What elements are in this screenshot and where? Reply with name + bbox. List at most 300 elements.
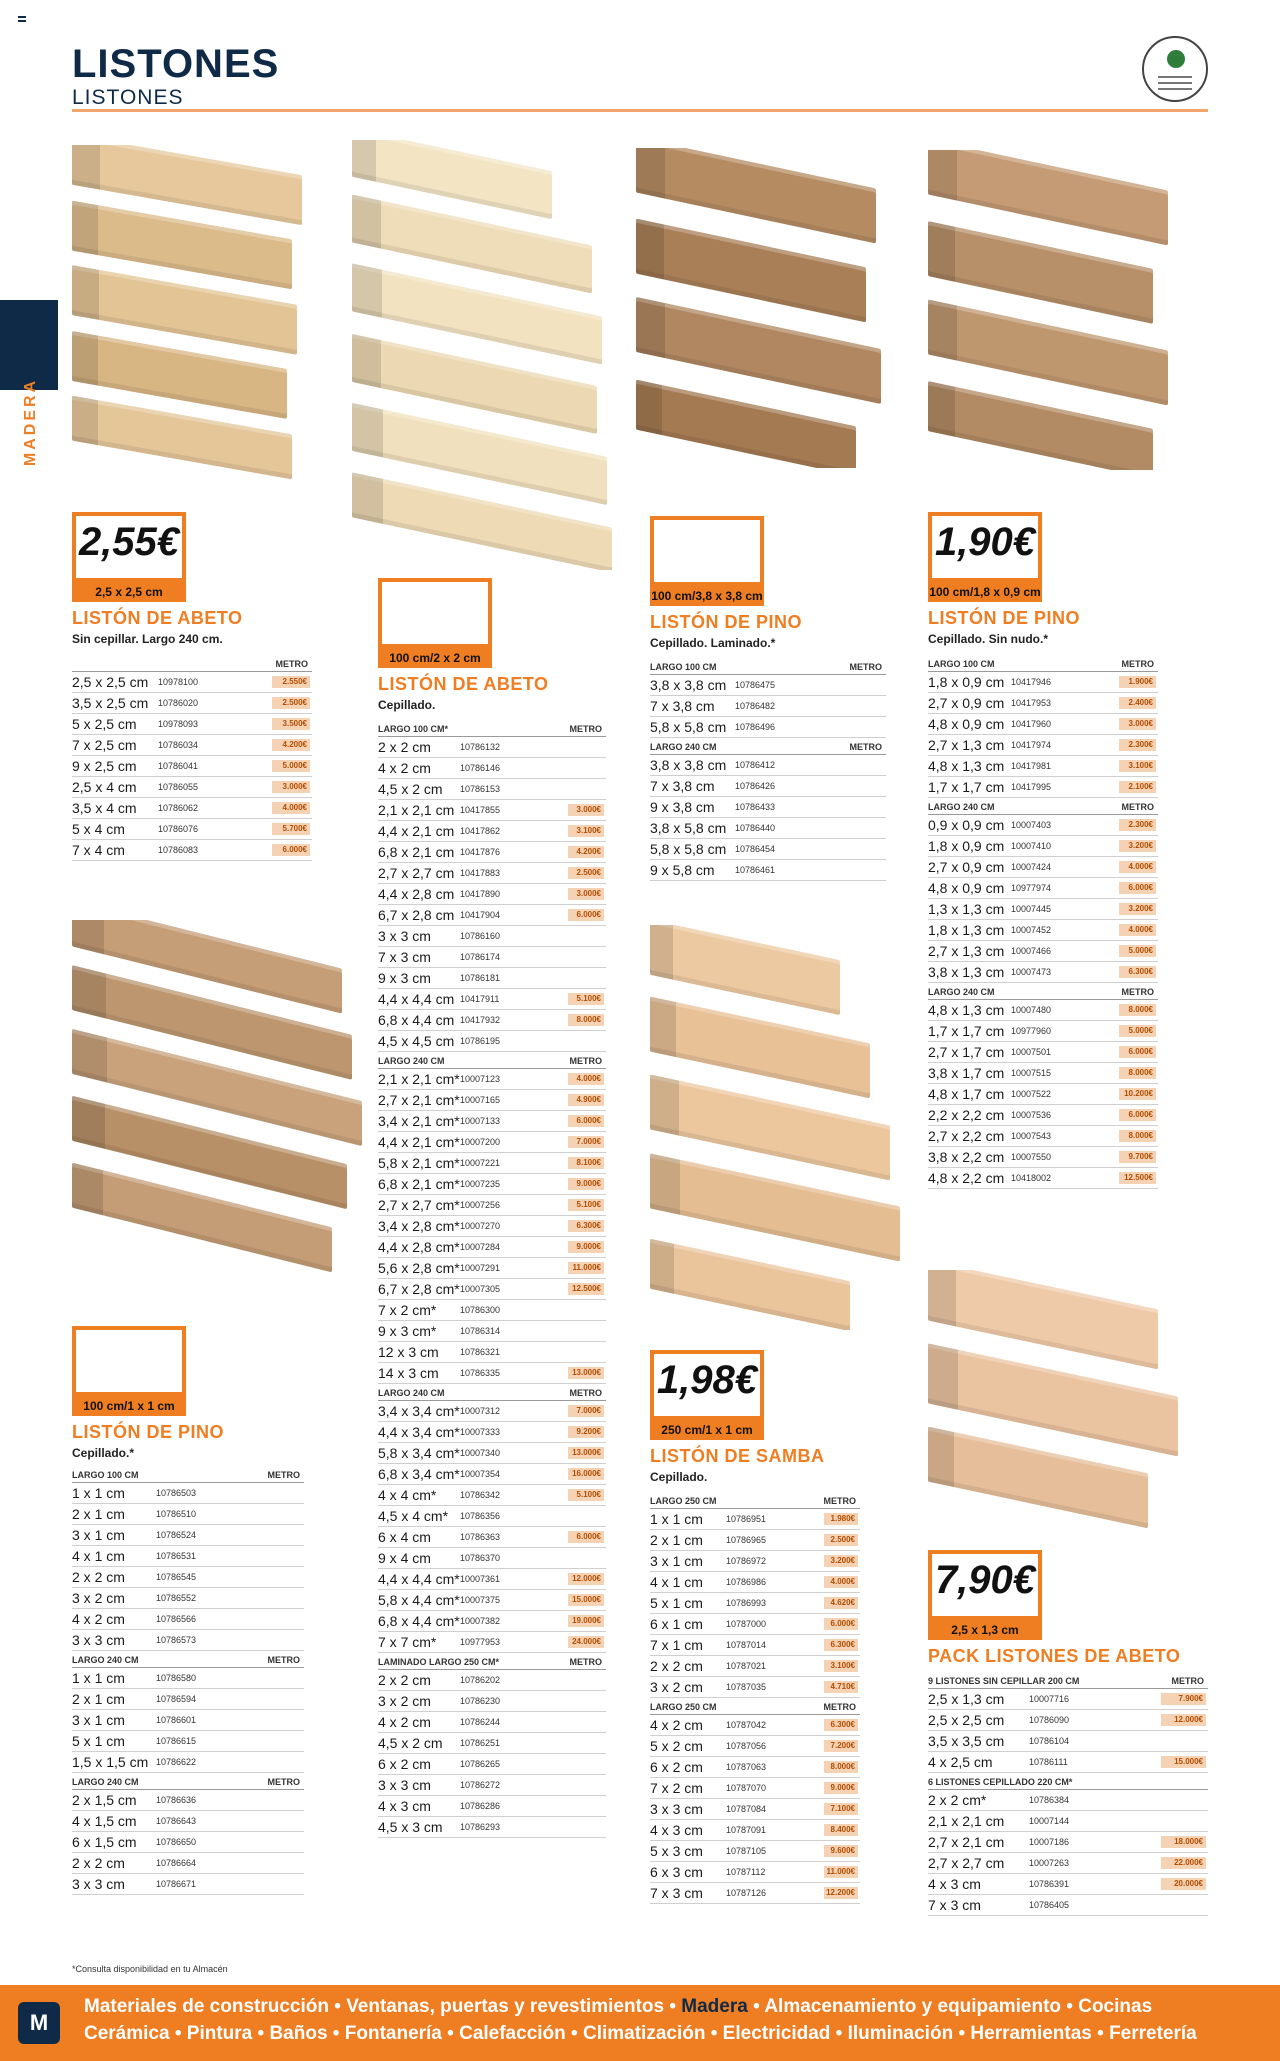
reference-code: 10787105 (726, 1846, 767, 1856)
measure: 3 x 3 cm (378, 1777, 431, 1793)
measure: 7 x 4 cm (72, 842, 125, 858)
table-row (72, 1689, 304, 1710)
section-label: 6 LISTONES CEPILLADO 220 CM* (928, 1777, 1073, 1787)
measure: 3 x 2 cm (72, 1590, 125, 1606)
table-row (650, 1883, 860, 1904)
product-image-pino-sin-nudo (928, 150, 1188, 470)
reference-code: 10786594 (156, 1694, 197, 1704)
reference-code: 10787070 (726, 1783, 767, 1793)
price-cell: 10.200€ (1119, 1088, 1156, 1100)
table-row (650, 797, 886, 818)
unit-label: METRO (1171, 1676, 1204, 1686)
measure: 1,7 x 1,7 cm (928, 1023, 1005, 1039)
price-cell: 6.000€ (568, 1115, 604, 1127)
measure: 4,5 x 3 cm (378, 1819, 443, 1835)
measure: 2 x 2 cm (378, 739, 431, 755)
product-title: PACK LISTONES DE ABETO (928, 1646, 1181, 1666)
reference-code: 10786230 (460, 1696, 501, 1706)
price-cell: 16.000€ (568, 1468, 604, 1480)
reference-code: 10786405 (1029, 1900, 1070, 1910)
reference-code: 10007256 (460, 1200, 501, 1210)
table-row (928, 836, 1158, 857)
reference-code: 10786671 (156, 1879, 197, 1889)
price-cell: 3.200€ (1119, 903, 1156, 915)
table-row (378, 1342, 606, 1363)
price-cell: 4.000€ (1119, 861, 1156, 873)
measure: 14 x 3 cm (378, 1365, 439, 1381)
table-row (378, 989, 606, 1010)
measure: 7 x 7 cm* (378, 1634, 437, 1650)
measure: 3,5 x 4 cm (72, 800, 137, 816)
section-label: LARGO 250 CM (650, 1702, 717, 1712)
table-row (378, 1590, 606, 1611)
reference-code: 10786174 (460, 952, 501, 962)
price-cell: 2.500€ (568, 867, 604, 879)
measure: 3 x 1 cm (72, 1527, 125, 1543)
table-row (378, 1401, 606, 1422)
price-badge-pino-cepillado (72, 1326, 186, 1416)
measure: 6 x 1,5 cm (72, 1834, 137, 1850)
price-badge-size: 100 cm/1 x 1 cm (72, 1396, 186, 1416)
table-row (72, 1525, 304, 1546)
price: 1,98€ (656, 1358, 758, 1402)
product-image-pino-cepillado (72, 920, 372, 1340)
table-row (928, 1752, 1208, 1773)
price-cell: 3.100€ (568, 825, 604, 837)
reference-code: 10786615 (156, 1736, 197, 1746)
measure: 3 x 3 cm (72, 1876, 125, 1892)
price-cell: 12.200€ (824, 1887, 858, 1899)
product-title: LISTÓN DE PINO (72, 1422, 225, 1442)
price-cell: 24.000€ (568, 1636, 604, 1648)
price-cell: 15.000€ (568, 1594, 604, 1606)
price-cell: 8.000€ (1119, 1004, 1156, 1016)
measure: 5 x 2 cm (650, 1738, 703, 1754)
reference-code: 10007403 (1011, 820, 1052, 830)
category-link[interactable]: Cerámica (84, 2023, 170, 2044)
price-cell: 8.100€ (568, 1157, 604, 1169)
table-row (378, 1069, 606, 1090)
reference-code: 10007375 (460, 1595, 501, 1605)
section-label: LARGO 100 CM* (378, 724, 449, 734)
measure: 2,1 x 2,1 cm (928, 1813, 1005, 1829)
measure: 4 x 1 cm (650, 1574, 703, 1590)
price-cell: 11.000€ (824, 1866, 858, 1878)
category-footer (0, 1985, 1280, 2061)
measure: 3,4 x 2,1 cm* (378, 1113, 460, 1129)
table-row (378, 800, 606, 821)
unit-label: METRO (569, 724, 602, 734)
price-cell: 2.300€ (1119, 739, 1156, 751)
reference-code: 10786951 (726, 1514, 767, 1524)
measure: 7 x 1 cm (650, 1637, 703, 1653)
price-cell: 6.300€ (824, 1639, 858, 1651)
table-row (928, 1147, 1158, 1168)
measure: 4 x 3 cm (650, 1822, 703, 1838)
category-link[interactable]: Ferretería (1109, 2023, 1197, 2044)
measure: 7 x 3,8 cm (650, 778, 715, 794)
price-cell: 6.300€ (568, 1220, 604, 1232)
section-label: LARGO 240 CM (72, 1655, 139, 1665)
product-title: LISTÓN DE ABETO (72, 608, 243, 628)
price-cell: 8.000€ (1119, 1067, 1156, 1079)
table-row (72, 777, 312, 798)
category-link[interactable]: Calefacción (459, 2023, 566, 2044)
section-label: LARGO 250 CM (650, 1496, 717, 1506)
reference-code: 10007466 (1011, 946, 1052, 956)
unit-label: METRO (275, 659, 308, 669)
table-row (378, 863, 606, 884)
category-link[interactable]: Cocinas (1078, 1996, 1153, 2017)
category-link[interactable]: Climatización (582, 2023, 706, 2044)
table-row (928, 1021, 1158, 1042)
price-cell: 3.200€ (824, 1555, 858, 1567)
measure: 1,3 x 1,3 cm (928, 901, 1005, 917)
price-cell: 13.000€ (568, 1367, 604, 1379)
price-cell: 7.900€ (1161, 1693, 1206, 1705)
measure: 4,5 x 2 cm (378, 781, 443, 797)
price-cell: 22.000€ (1161, 1857, 1206, 1869)
measure: 0,9 x 0,9 cm (928, 817, 1005, 833)
table-section-header (650, 1698, 860, 1715)
reference-code: 10786412 (735, 760, 776, 770)
measure: 4,4 x 4,4 cm (378, 991, 455, 1007)
measure: 5 x 1 cm (72, 1733, 125, 1749)
measure: 9 x 4 cm (378, 1550, 431, 1566)
table-row (378, 1279, 606, 1300)
corner-mark (18, 16, 26, 22)
table-section-header (72, 655, 312, 672)
measure: 2 x 1 cm (650, 1532, 703, 1548)
price-cell: 6.000€ (1119, 1109, 1156, 1121)
measure: 3,8 x 3,8 cm (650, 677, 727, 693)
measure: 2,5 x 2,5 cm (928, 1712, 1005, 1728)
reference-code: 10417960 (1011, 719, 1052, 729)
reference-code: 10786482 (735, 701, 776, 711)
table-row (650, 1715, 860, 1736)
table-row (650, 1635, 860, 1656)
reference-code: 10786041 (158, 761, 199, 771)
table-row (378, 1632, 606, 1653)
table-row (72, 1832, 304, 1853)
reference-code: 10786300 (460, 1305, 501, 1315)
reference-code: 10007445 (1011, 904, 1052, 914)
price-cell: 18.000€ (1161, 1836, 1206, 1848)
reference-code: 10786244 (460, 1717, 501, 1727)
reference-code: 10787084 (726, 1804, 767, 1814)
price-badge-size: 100 cm/1,8 x 0,9 cm (928, 582, 1042, 602)
reference-code: 10007473 (1011, 967, 1052, 977)
unit-label: METRO (569, 1388, 602, 1398)
reference-code: 10007186 (1029, 1837, 1070, 1847)
measure: 2,7 x 2,7 cm (378, 865, 455, 881)
table-row (72, 840, 312, 861)
price-cell: 3.000€ (1119, 718, 1156, 730)
reference-code: 10786552 (156, 1593, 197, 1603)
price-cell: 9.000€ (568, 1241, 604, 1253)
reference-code: 10786636 (156, 1795, 197, 1805)
price-cell: 12.500€ (1119, 1172, 1156, 1184)
category-link[interactable]: Baños (269, 2023, 328, 2044)
price-cell: 2.100€ (1119, 781, 1156, 793)
category-link[interactable]: Pintura (186, 2023, 253, 2044)
table-row (72, 1853, 304, 1874)
measure: 4,8 x 1,3 cm (928, 1002, 1005, 1018)
table-row (928, 1084, 1158, 1105)
table-section-header (928, 983, 1158, 1000)
reference-code: 10417855 (460, 805, 501, 815)
reference-code: 10786601 (156, 1715, 197, 1725)
measure: 4,8 x 1,3 cm (928, 758, 1005, 774)
product-image-abeto-sin-cepillar (72, 145, 312, 485)
table-row (650, 1614, 860, 1635)
size-table-abeto-sin-cepillar (72, 655, 312, 861)
reference-code: 10786265 (460, 1759, 501, 1769)
category-link[interactable]: Materiales de construcción (84, 1996, 329, 2017)
unit-label: METRO (823, 1496, 856, 1506)
measure: 3 x 2 cm (650, 1679, 703, 1695)
table-row (378, 1506, 606, 1527)
table-row (72, 756, 312, 777)
reference-code: 10786293 (460, 1822, 501, 1832)
reference-code: 10007424 (1011, 862, 1052, 872)
reference-code: 10786090 (1029, 1715, 1070, 1725)
measure: 4 x 2 cm (378, 760, 431, 776)
category-link[interactable]: Electricidad (722, 2023, 831, 2044)
measure: 2 x 1 cm (72, 1691, 125, 1707)
reference-code: 10417974 (1011, 740, 1052, 750)
price-cell: 6.000€ (1119, 1046, 1156, 1058)
size-table-samba (650, 1492, 860, 1904)
measure: 7 x 3,8 cm (650, 698, 715, 714)
reference-code: 10007305 (460, 1284, 501, 1294)
measure: 3 x 1 cm (72, 1712, 125, 1728)
reference-code: 10786461 (735, 865, 776, 875)
table-row (928, 735, 1158, 756)
price-cell: 5.000€ (1119, 1025, 1156, 1037)
measure: 2,2 x 2,2 cm (928, 1107, 1005, 1123)
reference-code: 10007480 (1011, 1005, 1052, 1015)
price-cell: 5.100€ (568, 993, 604, 1005)
reference-code: 10786965 (726, 1535, 767, 1545)
reference-code: 10007263 (1029, 1858, 1070, 1868)
reference-code: 10786496 (735, 722, 776, 732)
category-link[interactable]: Madera (681, 1996, 748, 2017)
category-link[interactable]: Herramientas (970, 2023, 1092, 2044)
table-row (72, 1609, 304, 1630)
measure: 1,5 x 1,5 cm (72, 1754, 149, 1770)
reference-code: 10786251 (460, 1738, 501, 1748)
table-row (928, 693, 1158, 714)
price-cell: 3.100€ (1119, 760, 1156, 772)
price-cell: 13.000€ (568, 1447, 604, 1459)
table-row (378, 758, 606, 779)
reference-code: 10786055 (158, 782, 199, 792)
section-label: LARGO 240 CM (928, 987, 995, 997)
measure: 4,4 x 2,8 cm (378, 886, 455, 902)
measure: 2,7 x 1,7 cm (928, 1044, 1005, 1060)
reference-code: 10007221 (460, 1158, 501, 1168)
price-cell: 5.700€ (272, 823, 310, 835)
unit-label: METRO (849, 662, 882, 672)
measure: 3,4 x 3,4 cm* (378, 1403, 460, 1419)
product-subtitle: Cepillado.* (72, 1446, 135, 1460)
table-row (378, 1443, 606, 1464)
price-cell: 7.000€ (568, 1136, 604, 1148)
table-row (378, 1195, 606, 1216)
table-row (378, 1321, 606, 1342)
measure: 9 x 3 cm* (378, 1323, 437, 1339)
price-badge-size: 100 cm/3,8 x 3,8 cm (650, 586, 764, 606)
section-label: LARGO 240 CM (72, 1777, 139, 1787)
price-cell: 4.900€ (568, 1094, 604, 1106)
footnote: *Consulta disponibilidad en tu Almacén (72, 1964, 228, 1974)
section-label: 9 LISTONES SIN CEPILLAR 200 CM (928, 1676, 1080, 1686)
reference-code: 10007133 (460, 1116, 501, 1126)
table-row (72, 693, 312, 714)
measure: 5,6 x 2,8 cm* (378, 1260, 460, 1276)
reference-code: 10007382 (460, 1616, 501, 1626)
reference-code: 10786566 (156, 1614, 197, 1624)
reference-code: 10787091 (726, 1825, 767, 1835)
price-cell: 4.200€ (568, 846, 604, 858)
price-badge-abeto-cepillado (378, 578, 492, 668)
reference-code: 10787014 (726, 1640, 767, 1650)
table-row (650, 1572, 860, 1593)
page-subtitle: LISTONES (72, 86, 184, 109)
measure: 7 x 3 cm (650, 1885, 703, 1901)
price-cell: 6.000€ (1119, 882, 1156, 894)
price-cell: 7.200€ (824, 1740, 858, 1752)
table-row (650, 1656, 860, 1677)
measure: 5 x 2,5 cm (72, 716, 137, 732)
price-cell: 6.000€ (272, 844, 310, 856)
table-row (378, 926, 606, 947)
measure: 3,8 x 5,8 cm (650, 820, 727, 836)
price-badge-size: 2,5 x 1,3 cm (928, 1620, 1042, 1640)
price-cell: 1.980€ (824, 1513, 858, 1525)
table-row (72, 798, 312, 819)
reference-code: 10787000 (726, 1619, 767, 1629)
table-row (378, 1527, 606, 1548)
reference-code: 10786111 (1029, 1757, 1068, 1767)
category-link[interactable]: Ventanas, puertas y revestimientos (346, 1996, 665, 2017)
table-row (650, 755, 886, 776)
price-cell: 3.000€ (568, 804, 604, 816)
reference-code: 10417911 (460, 994, 500, 1004)
table-row (378, 1712, 606, 1733)
page-header (72, 42, 1208, 112)
reference-code: 10786314 (460, 1326, 501, 1336)
measure: 2,1 x 2,1 cm* (378, 1071, 460, 1087)
measure: 4,5 x 4,5 cm (378, 1033, 455, 1049)
reference-code: 10786034 (158, 740, 199, 750)
table-section-header (72, 1651, 304, 1668)
measure: 4 x 2 cm (72, 1611, 125, 1627)
measure: 5 x 3 cm (650, 1843, 703, 1859)
measure: 2 x 2 cm (72, 1569, 125, 1585)
price-cell: 12.500€ (568, 1283, 604, 1295)
price-cell: 2.550€ (272, 676, 310, 688)
table-row (72, 1483, 304, 1504)
measure: 4,4 x 2,8 cm* (378, 1239, 460, 1255)
measure: 4 x 3 cm (928, 1876, 981, 1892)
category-link[interactable]: Iluminación (847, 2023, 954, 2044)
reference-code: 10007165 (460, 1095, 501, 1105)
measure: 2,7 x 1,3 cm (928, 943, 1005, 959)
table-row (928, 815, 1158, 836)
section-tab (0, 300, 58, 390)
measure: 3 x 3 cm (650, 1801, 703, 1817)
table-row (72, 1752, 304, 1773)
category-nav-line: Cerámica • Pintura • Baños • Fontanería • Calefacción • Climatización • Electricidad • Iluminación • Herramientas • Ferretería (84, 2023, 1197, 2044)
measure: 7 x 2 cm* (378, 1302, 437, 1318)
reference-code: 10417932 (460, 1015, 501, 1025)
price-cell: 12.000€ (568, 1573, 604, 1585)
reference-code: 10007333 (460, 1427, 501, 1437)
measure: 3 x 2 cm (378, 1693, 431, 1709)
measure: 2,5 x 1,3 cm (928, 1691, 1005, 1707)
table-row (378, 1548, 606, 1569)
price-cell: 6.300€ (1119, 966, 1156, 978)
category-link[interactable]: Almacenamiento y equipamiento (764, 1996, 1062, 2017)
reference-code: 10007291 (460, 1263, 501, 1273)
measure: 4 x 1,5 cm (72, 1813, 137, 1829)
table-row (928, 777, 1158, 798)
table-row (72, 819, 312, 840)
reference-code: 10977974 (1011, 883, 1052, 893)
price-cell: 3.100€ (824, 1660, 858, 1672)
measure: 6 x 2 cm (378, 1756, 431, 1772)
reference-code: 10786503 (156, 1488, 197, 1498)
price-cell: 20.000€ (1161, 1878, 1206, 1890)
product-image-pino-laminado (636, 148, 896, 468)
measure: 2 x 2 cm* (928, 1792, 987, 1808)
table-row (72, 714, 312, 735)
reference-code: 10786062 (158, 803, 199, 813)
measure: 1,8 x 0,9 cm (928, 674, 1005, 690)
brand-logo-icon: M (18, 2002, 60, 2044)
reference-code: 10786384 (1029, 1795, 1070, 1805)
section-label: LAMINADO LARGO 250 CM* (378, 1657, 500, 1667)
table-row (378, 1754, 606, 1775)
reference-code: 10007452 (1011, 925, 1052, 935)
measure: 2 x 2 cm (650, 1658, 703, 1674)
unit-label: METRO (569, 1056, 602, 1066)
reference-code: 10417862 (460, 826, 501, 836)
measure: 6,8 x 4,4 cm (378, 1012, 455, 1028)
measure: 9 x 3,8 cm (650, 799, 715, 815)
measure: 4 x 3 cm (378, 1798, 431, 1814)
price-cell: 6.300€ (824, 1719, 858, 1731)
price-cell: 8.400€ (824, 1824, 858, 1836)
table-row (650, 818, 886, 839)
table-section-header (928, 655, 1158, 672)
price-cell: 15.000€ (1161, 1756, 1206, 1768)
measure: 3,8 x 1,7 cm (928, 1065, 1005, 1081)
measure: 12 x 3 cm (378, 1344, 439, 1360)
reference-code: 10786153 (460, 784, 501, 794)
price-cell: 3.200€ (1119, 840, 1156, 852)
unit-label: METRO (569, 1657, 602, 1667)
category-link[interactable]: Fontanería (344, 2023, 442, 2044)
price-cell: 19.000€ (568, 1615, 604, 1627)
table-row (650, 839, 886, 860)
measure: 6 x 1 cm (650, 1616, 703, 1632)
measure: 1,7 x 1,7 cm (928, 779, 1005, 795)
size-table-pino-sin-nudo (928, 655, 1158, 1189)
price-cell: 2.400€ (1119, 697, 1156, 709)
